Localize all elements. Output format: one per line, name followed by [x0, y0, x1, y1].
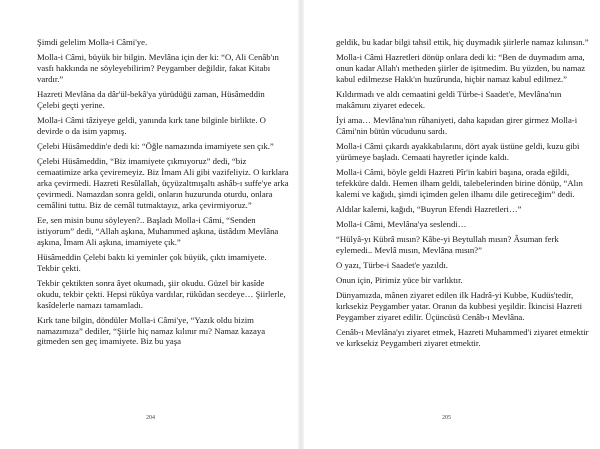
paragraph: Kıldırmadı ve aldı cemaatini geldi Türbe-i Saadet'e, Mevlâna'nın makâmını ziyaret edecek.: [336, 89, 562, 110]
paragraph: Cenâb-ı Mevlâna'yı ziyaret etmek, Hazreti Muhammed'i ziyaret etmektir ve kırksekiz Peygamberi ziyaret etmektir.: [336, 327, 589, 349]
paragraph: Çelebi Hüsâmeddin'e dedi ki: “Öğle namazında imamiyete sen çık.”: [37, 141, 274, 151]
paragraph: geldik, bu kadar bilgi tahsil ettik, hiç duymadık şiirlerle namaz kılınsın.”: [336, 37, 589, 47]
paragraph: Aldılar kalemi, kağıdı, “Buyrun Efendi Hazretleri…”: [336, 203, 522, 214]
paragraph: Molla-i Câmi çıkardı ayakkabılarını, dört ayak üstüne geldi, kuzu gibi yürümeye başladı. Cemaati hayretler içinde kaldı.: [336, 141, 580, 162]
paragraph: Molla-i Câmi Hazretleri dönüp onlara dedi ki: “Ben de duymadım ama, onun kadar Allah'ı metheden şiirler de işitmedim. Bu yüzden, bu namaz kabul edilmezse Hakk'ın huzûrunda, hiçbir namaz kabul edilmez.”: [336, 52, 586, 84]
paragraph: Molla-i Câmi, böyle geldi Hazreti Pîr'in kabiri başına, orada eğildi, tefekküre daldı. Hemen ilham geldi, talebelerinden birine dönüp, “Alın kalemi ve kağıdı, şimdi içimden gelen ilhamı dile getireceğim” dedi.: [336, 167, 583, 199]
page-number: 205: [442, 415, 451, 421]
paragraph: Ee, sen misin bunu söyleyen?.. Başladı Molla-i Câmi, “Senden istiyorum” dedi, “Allah aşkına, Muhammed aşkına, üstâdım Mevlâna aşkına, İmam Ali aşkına, imamiyete çık.”: [37, 214, 279, 247]
paragraph: Çelebi Hüsâmeddin, “Biz imamiyete çıkmıyoruz” dedi, “biz cemaatimize arka çeviremeyiz. Biz İmam Ali gibi vazifeliyiz. O kırklara arka çevirmedi. Hazreti Resûlallah, üçyüzaltmışaltı ashâb-ı suffe'ye arka çevirmedi. Namazdan sonra geldi, onların huzurunda oturdu, onlara cemâlini tuttu. Biz de cemâl tutmaktayız, arka çevirmiyoruz.”: [37, 156, 289, 210]
right-page: [304, 0, 600, 449]
right-text-column: [336, 37, 592, 353]
paragraph: Şimdi gelelim Molla-i Câmi'ye.: [37, 37, 148, 47]
paragraph: Molla-i Câmi, Mevlâna'ya seslendi…: [336, 219, 467, 229]
paragraph: Hüsâmeddin Çelebi baktı ki yeminler çok büyük, çıktı imamiyete. Tekbir çekti.: [37, 251, 267, 273]
paragraph: Kırk tane bilgin, döndüler Molla-i Câmi'ye, “Yazık oldu bizim namazımıza” dediler, “Şiirle hiç namaz kılınır mı? Namaz kazaya gitmeden sen geç imamiyete. Biz bu yaşa: [37, 314, 266, 347]
left-page: [0, 0, 298, 449]
left-text-column: [37, 37, 289, 352]
paragraph: “Hülyâ-yı Kübrâ mısın? Kâbe-yi Beytullah mısın? Âsuman ferk eylemedi.. Mevlâ mısın, Mevlâna mısın?”: [336, 234, 559, 255]
paragraph: Dünyamızda, mânen ziyaret edilen ilk Hadrâ-yi Kubbe, Kudüs'tedir, kırksekiz Peygamber yatar. Oranın da kubbesi yeşildir. İkincisi Hazreti Peygamber ziyaret edilir. Üçüncüsü Cenâb-ı Mevlâna.: [336, 290, 583, 323]
paragraph: Onun için, Pirimiz yüce bir varlıktır.: [336, 275, 463, 286]
paragraph: Molla-i Câmi, büyük bir bilgin. Mevlâna için der ki: “O, Ali Cenâb'ın vasfı hakkında ne söyleyebilirim? Peygamber değildir, fakat Kitabı vardır.”: [37, 52, 279, 84]
paragraph: Hazreti Mevlâna da dâr'ül-bekâ'ya yürüdüğü zaman, Hüsâmeddin Çelebi geçti yerine.: [37, 89, 265, 110]
page-number: 204: [146, 415, 155, 421]
paragraph: Tekbir çektikten sonra âyet okumadı, şiir okudu. Güzel bir kasîde okudu, tekbir çekti. Hepsi rükûya vardılar, rükûdan secdeye… Şiirlerle, kasîdelerle namazı tamamladı.: [37, 277, 286, 310]
paragraph: Molla-i Câmi tâziyeye geldi, yanında kırk tane bilginle birlikte. O devirde o da isim yapmış.: [37, 115, 266, 136]
paragraph: İyi ama… Mevlâna'nın rûhaniyeti, daha kapıdan girer girmez Molla-i Câmi'nin bütün vücudunu sardı.: [336, 115, 578, 136]
paragraph: O yazı, Türbe-i Saadet'e yazıldı.: [336, 260, 448, 271]
